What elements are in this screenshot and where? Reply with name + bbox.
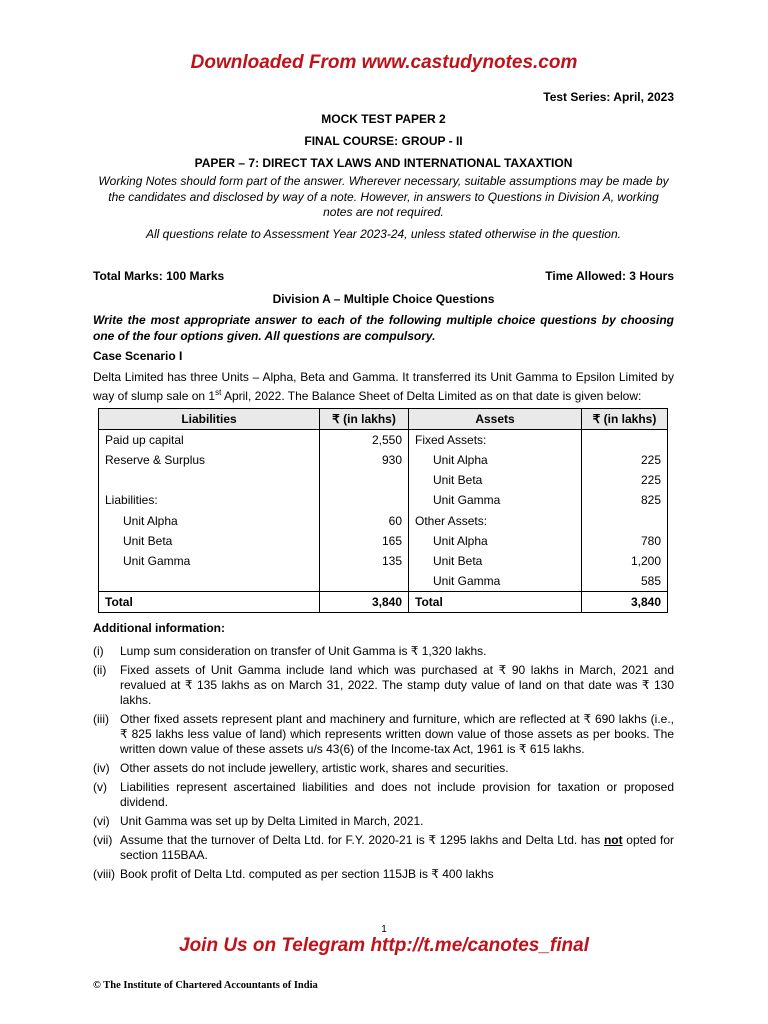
additional-info-list xyxy=(93,644,674,882)
test-series: Test Series: April, 2023 xyxy=(543,90,674,104)
list-item: (iv) Other assets do not include jewellery, artistic work, shares and securities. xyxy=(93,761,509,776)
list-item: (ii) Fixed assets of Unit Gamma include land which was purchased at ₹ 90 lakhs in March, 2021 and revalued at ₹ 135 lakhs as on March 31, 2022. The stamp duty value of land on that date was ₹ 130 lakhs. xyxy=(93,663,674,708)
table-row: Unit Gamma 135 Unit Beta 1,200 xyxy=(99,551,668,571)
copyright-footer: © The Institute of Chartered Accountants of India xyxy=(93,980,318,991)
title-mock-test: MOCK TEST PAPER 2 xyxy=(321,112,446,126)
table-row: Paid up capital 2,550 Fixed Assets: xyxy=(99,429,668,450)
list-item: (iii) Other fixed assets represent plant and machinery and furniture, which are reflected at ₹ 690 lakhs (i.e., ₹ 825 lakhs less value of land) which represents written down value of those assets as per books. The written down value of these assets u/s 43(6) of the Income-tax Act, 1961 is ₹ 615 lakhs. xyxy=(93,712,674,757)
assessment-year-note: All questions relate to Assessment Year 2023-24, unless stated otherwise in the question. xyxy=(146,226,621,241)
additional-info-heading: Additional information: xyxy=(93,621,225,636)
title-paper: PAPER – 7: DIRECT TAX LAWS AND INTERNATIONAL TAXAXTION xyxy=(194,156,573,170)
col-assets-amount: ₹ (in lakhs) xyxy=(582,408,668,429)
list-item: (v) Liabilities represent ascertained liabilities and does not include provision for taxation or proposed dividend. xyxy=(93,780,674,810)
table-row: Unit Alpha 60 Other Assets: xyxy=(99,510,668,530)
list-item: (vi) Unit Gamma was set up by Delta Limited in March, 2021. xyxy=(93,814,424,829)
col-liabilities-amount: ₹ (in lakhs) xyxy=(320,408,409,429)
telegram-banner[interactable]: Join Us on Telegram http://t.me/canotes_final xyxy=(179,935,589,956)
mcq-instruction: Write the most appropriate answer to each of the following multiple choice questions by choosing one of the four options given. All questions are compulsory. xyxy=(93,312,674,343)
division-heading: Division A – Multiple Choice Questions xyxy=(272,291,495,306)
table-row: Unit Beta 165 Unit Alpha 780 xyxy=(99,531,668,551)
table-total-row: Total 3,840 Total 3,840 xyxy=(99,592,668,613)
list-item: (viii) Book profit of Delta Ltd. computed as per section 115JB is ₹ 400 lakhs xyxy=(93,867,494,882)
table-row: Unit Gamma 585 xyxy=(99,571,668,592)
case-scenario-heading: Case Scenario I xyxy=(93,348,183,363)
time-allowed: Time Allowed: 3 Hours xyxy=(545,268,674,283)
page-number: 1 xyxy=(381,924,387,935)
download-banner[interactable]: Downloaded From www.castudynotes.com xyxy=(190,52,578,73)
list-item: (vii) Assume that the turnover of Delta Ltd. for F.Y. 2020-21 is ₹ 1295 lakhs and Delta Ltd. has not opted for section 115BAA. xyxy=(93,833,674,863)
col-assets: Assets xyxy=(409,408,582,429)
list-item: (i) Lump sum consideration on transfer of Unit Gamma is ₹ 1,320 lakhs. xyxy=(93,644,487,659)
col-liabilities: Liabilities xyxy=(99,408,320,429)
case-intro: Delta Limited has three Units – Alpha, Beta and Gamma. It transferred its Unit Gamma to Epsilon Limited by way of slump sale on 1st April, 2022. The Balance Sheet of Delta Limited as on that date is given below: xyxy=(93,369,674,403)
document-page xyxy=(93,88,674,886)
table-row: Reserve & Surplus 930 Unit Alpha 225 xyxy=(99,450,668,470)
table-row: Liabilities: Unit Gamma 825 xyxy=(99,490,668,510)
working-notes-instruction: Working Notes should form part of the answer. Wherever necessary, suitable assumptions may be made by the candidates and disclosed by way of a note. However, in answers to Questions in Division A, working notes are not required. xyxy=(98,174,669,219)
balance-sheet-table xyxy=(98,408,668,614)
total-marks: Total Marks: 100 Marks xyxy=(93,268,225,283)
table-row: Unit Beta 225 xyxy=(99,470,668,490)
title-course: FINAL COURSE: GROUP - II xyxy=(304,134,463,148)
